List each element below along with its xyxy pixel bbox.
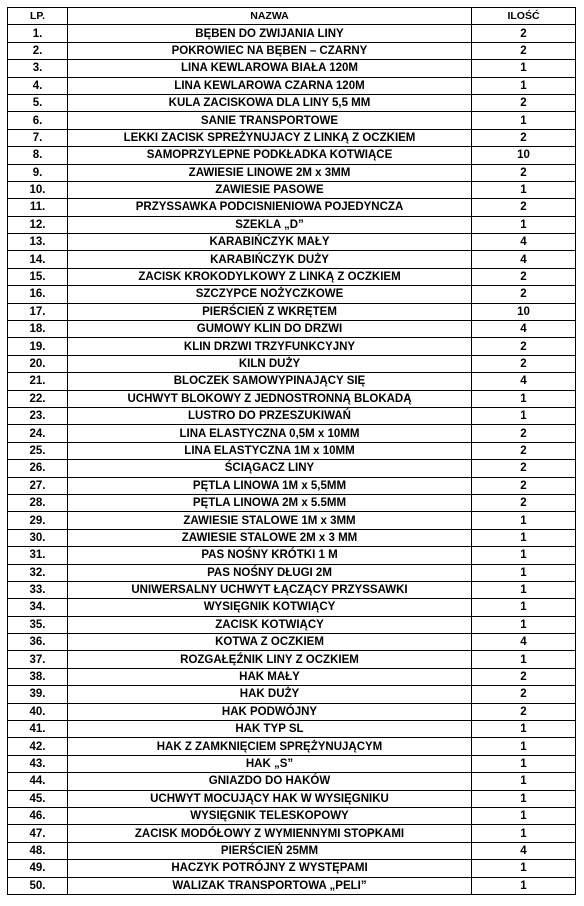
header-name: NAZWA [68,8,472,25]
cell-name: HAK TYP SL [68,721,472,738]
cell-qty: 2 [472,199,576,216]
cell-lp: 2. [8,42,68,59]
cell-lp: 18. [8,321,68,338]
cell-lp: 22. [8,390,68,407]
table-row [8,773,576,790]
cell-qty: 4 [472,373,576,390]
table-row [8,877,576,894]
table-row [8,807,576,824]
table-header-row [8,8,576,25]
table-row [8,147,576,164]
cell-qty: 1 [472,773,576,790]
header-qty: ILOŚĆ [472,8,576,25]
cell-name: SAMOPRZYLEPNE PODKŁADKA KOTWIĄCE [68,147,472,164]
cell-lp: 21. [8,373,68,390]
table-row [8,825,576,842]
cell-lp: 16. [8,286,68,303]
table-row [8,616,576,633]
equipment-table [7,7,576,895]
cell-qty: 1 [472,60,576,77]
cell-name: ŚCIĄGACZ LINY [68,460,472,477]
cell-lp: 36. [8,634,68,651]
cell-qty: 2 [472,286,576,303]
table-row [8,129,576,146]
cell-name: PĘTLA LINOWA 1M x 5,5MM [68,477,472,494]
cell-name: ROZGAŁĘŹNIK LINY Z OCZKIEM [68,651,472,668]
table-row [8,181,576,198]
cell-lp: 39. [8,686,68,703]
cell-qty: 4 [472,842,576,859]
table-row [8,407,576,424]
table-row [8,790,576,807]
cell-name: KULA ZACISKOWA DLA LINY 5,5 MM [68,94,472,111]
table-row [8,216,576,233]
cell-name: ZACISK KROKODYLKOWY Z LINKĄ Z OCZKIEM [68,268,472,285]
cell-name: HAK Z ZAMKNIĘCIEM SPRĘŻYNUJĄCYM [68,738,472,755]
cell-qty: 1 [472,112,576,129]
header-lp: LP. [8,8,68,25]
cell-name: PĘTLA LINOWA 2M x 5.5MM [68,494,472,511]
cell-lp: 30. [8,529,68,546]
cell-qty: 2 [472,442,576,459]
cell-name: ZACISK KOTWIĄCY [68,616,472,633]
cell-qty: 1 [472,547,576,564]
table-row [8,25,576,42]
table-row [8,721,576,738]
cell-qty: 2 [472,355,576,372]
table-row [8,581,576,598]
table-row [8,164,576,181]
cell-lp: 29. [8,512,68,529]
document-page [7,7,576,895]
table-row [8,425,576,442]
table-row [8,547,576,564]
table-row [8,373,576,390]
cell-name: ZAWIESIE STALOWE 1M x 3MM [68,512,472,529]
cell-name: UNIWERSALNY UCHWYT ŁĄCZĄCY PRZYSSAWKI [68,581,472,598]
cell-qty: 2 [472,668,576,685]
table-row [8,303,576,320]
table-row [8,529,576,546]
cell-lp: 37. [8,651,68,668]
cell-qty: 1 [472,77,576,94]
cell-lp: 20. [8,355,68,372]
table-row [8,390,576,407]
table-row [8,60,576,77]
table-row [8,842,576,859]
cell-qty: 2 [472,477,576,494]
cell-lp: 24. [8,425,68,442]
cell-lp: 26. [8,460,68,477]
cell-lp: 8. [8,147,68,164]
cell-name: ZACISK MODÓŁOWY Z WYMIENNYMI STOPKAMI [68,825,472,842]
cell-lp: 5. [8,94,68,111]
cell-qty: 2 [472,94,576,111]
cell-lp: 4. [8,77,68,94]
table-row [8,686,576,703]
cell-name: SANIE TRANSPORTOWE [68,112,472,129]
cell-lp: 13. [8,234,68,251]
table-body [8,25,576,895]
table-row [8,251,576,268]
cell-qty: 2 [472,129,576,146]
cell-qty: 2 [472,686,576,703]
cell-qty: 1 [472,721,576,738]
cell-lp: 50. [8,877,68,894]
cell-name: PIERŚCIEŃ Z WKRĘTEM [68,303,472,320]
table-row [8,199,576,216]
cell-lp: 35. [8,616,68,633]
cell-qty: 2 [472,460,576,477]
cell-lp: 3. [8,60,68,77]
cell-qty: 1 [472,738,576,755]
table-row [8,442,576,459]
cell-lp: 31. [8,547,68,564]
cell-qty: 1 [472,825,576,842]
cell-name: UCHWYT BLOKOWY Z JEDNOSTRONNĄ BLOKADĄ [68,390,472,407]
cell-name: WALIZAK TRANSPORTOWA „PELI” [68,877,472,894]
cell-name: HAK „S” [68,755,472,772]
cell-name: PRZYSSAWKA PODCISNIENIOWA POJEDYNCZA [68,199,472,216]
cell-lp: 25. [8,442,68,459]
table-row [8,668,576,685]
cell-lp: 14. [8,251,68,268]
table-row [8,234,576,251]
cell-name: LINA ELASTYCZNA 0,5M x 10MM [68,425,472,442]
cell-name: SZEKLA „D” [68,216,472,233]
cell-name: HACZYK POTRÓJNY Z WYSTĘPAMI [68,860,472,877]
cell-lp: 48. [8,842,68,859]
cell-lp: 45. [8,790,68,807]
cell-name: PAS NOŚNY KRÓTKI 1 M [68,547,472,564]
cell-qty: 1 [472,407,576,424]
table-row [8,355,576,372]
cell-qty: 4 [472,634,576,651]
cell-lp: 47. [8,825,68,842]
cell-qty: 1 [472,860,576,877]
cell-name: HAK PODWÓJNY [68,703,472,720]
cell-qty: 2 [472,703,576,720]
cell-qty: 10 [472,147,576,164]
cell-lp: 9. [8,164,68,181]
table-row [8,321,576,338]
cell-qty: 10 [472,303,576,320]
cell-name: BĘBEN DO ZWIJANIA LINY [68,25,472,42]
cell-name: SZCZYPCE NOŻYCZKOWE [68,286,472,303]
cell-qty: 1 [472,755,576,772]
cell-qty: 2 [472,25,576,42]
table-row [8,112,576,129]
table-row [8,703,576,720]
cell-qty: 2 [472,494,576,511]
cell-name: KILN DUŻY [68,355,472,372]
cell-name: PIERŚCIEŃ 25MM [68,842,472,859]
cell-name: BLOCZEK SAMOWYPINAJĄCY SIĘ [68,373,472,390]
cell-lp: 43. [8,755,68,772]
cell-lp: 42. [8,738,68,755]
cell-name: HAK MAŁY [68,668,472,685]
cell-lp: 17. [8,303,68,320]
cell-lp: 7. [8,129,68,146]
cell-lp: 15. [8,268,68,285]
cell-lp: 1. [8,25,68,42]
cell-lp: 44. [8,773,68,790]
cell-lp: 46. [8,807,68,824]
cell-name: GNIAZDO DO HAKÓW [68,773,472,790]
table-row [8,286,576,303]
cell-qty: 1 [472,616,576,633]
table-row [8,512,576,529]
cell-qty: 1 [472,390,576,407]
cell-qty: 1 [472,807,576,824]
table-row [8,651,576,668]
table-row [8,268,576,285]
table-row [8,477,576,494]
cell-name: UCHWYT MOCUJĄCY HAK W WYSIĘGNIKU [68,790,472,807]
table-row [8,77,576,94]
cell-qty: 1 [472,877,576,894]
cell-qty: 4 [472,251,576,268]
table-row [8,94,576,111]
cell-qty: 2 [472,425,576,442]
table-row [8,338,576,355]
cell-lp: 23. [8,407,68,424]
cell-lp: 11. [8,199,68,216]
cell-name: LINA KEWLAROWA CZARNA 120M [68,77,472,94]
cell-lp: 27. [8,477,68,494]
table-row [8,599,576,616]
cell-lp: 19. [8,338,68,355]
cell-qty: 1 [472,564,576,581]
cell-name: KARABIŃCZYK DUŻY [68,251,472,268]
cell-qty: 4 [472,234,576,251]
cell-lp: 6. [8,112,68,129]
cell-qty: 2 [472,268,576,285]
cell-name: HAK DUŻY [68,686,472,703]
cell-qty: 1 [472,599,576,616]
table-row [8,755,576,772]
cell-lp: 49. [8,860,68,877]
cell-name: LINA KEWLAROWA BIAŁA 120M [68,60,472,77]
cell-lp: 10. [8,181,68,198]
cell-lp: 40. [8,703,68,720]
cell-qty: 4 [472,321,576,338]
cell-qty: 1 [472,790,576,807]
table-row [8,634,576,651]
table-row [8,564,576,581]
cell-name: ZAWIESIE STALOWE 2M x 3 MM [68,529,472,546]
cell-name: KLIN DRZWI TRZYFUNKCYJNY [68,338,472,355]
cell-lp: 12. [8,216,68,233]
cell-name: GUMOWY KLIN DO DRZWI [68,321,472,338]
table-row [8,460,576,477]
cell-lp: 38. [8,668,68,685]
table-row [8,738,576,755]
cell-lp: 32. [8,564,68,581]
cell-name: KOTWA Z OCZKIEM [68,634,472,651]
cell-name: KARABIŃCZYK MAŁY [68,234,472,251]
cell-qty: 2 [472,338,576,355]
cell-name: ZAWIESIE PASOWE [68,181,472,198]
cell-lp: 28. [8,494,68,511]
table-row [8,42,576,59]
cell-name: POKROWIEC NA BĘBEN – CZARNY [68,42,472,59]
cell-name: WYSIĘGNIK TELESKOPOWY [68,807,472,824]
cell-lp: 33. [8,581,68,598]
cell-lp: 34. [8,599,68,616]
cell-lp: 41. [8,721,68,738]
table-row [8,860,576,877]
cell-qty: 1 [472,581,576,598]
table-row [8,494,576,511]
cell-qty: 2 [472,164,576,181]
cell-qty: 2 [472,42,576,59]
cell-qty: 1 [472,216,576,233]
cell-qty: 1 [472,181,576,198]
cell-qty: 1 [472,651,576,668]
cell-name: PAS NOŚNY DŁUGI 2M [68,564,472,581]
cell-qty: 1 [472,529,576,546]
cell-qty: 1 [472,512,576,529]
cell-name: LINA ELASTYCZNA 1M x 10MM [68,442,472,459]
cell-name: ZAWIESIE LINOWE 2M x 3MM [68,164,472,181]
cell-name: LUSTRO DO PRZESZUKIWAŃ [68,407,472,424]
cell-name: LEKKI ZACISK SPREŻYNUJACY Z LINKĄ Z OCZKIEM [68,129,472,146]
cell-name: WYSIĘGNIK KOTWIĄCY [68,599,472,616]
